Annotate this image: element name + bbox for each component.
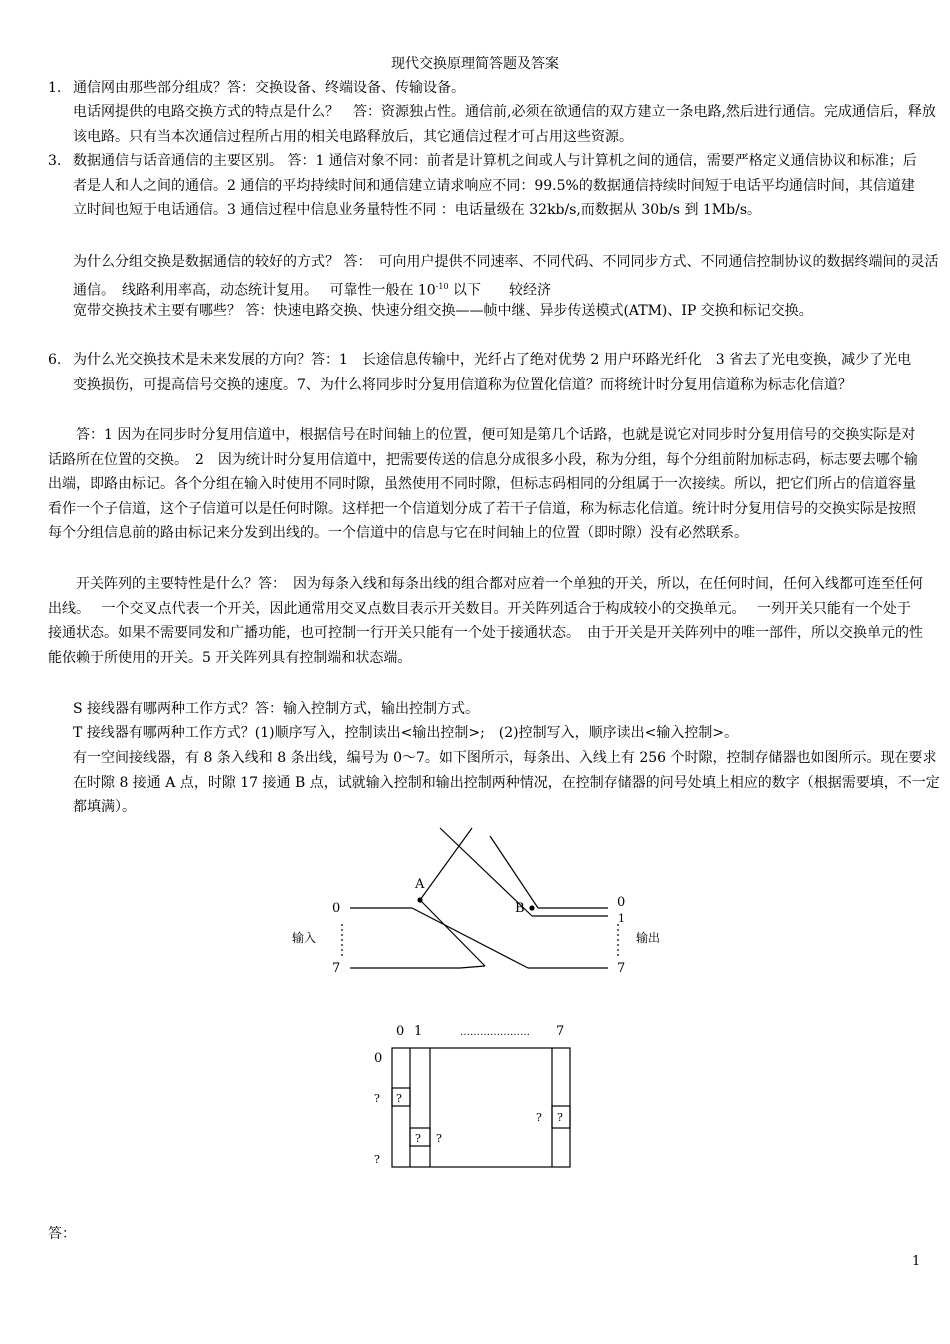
question-mark: ?: [557, 1111, 563, 1124]
page-number: 1: [912, 1254, 921, 1269]
question-number: 1.: [48, 80, 62, 96]
row-0-label: 0: [374, 1051, 383, 1066]
question-8: 开关阵列的主要特性是什么？答： 因为每条入线和每条出线的组合都对应着一个单独的开关，所以，在任何时间，任何入线都可连至任何出线。 一个交叉点代表一个开关，因此通常用交叉点数目表示开关数目。开关阵列适合于构成较小的交换单元。 一列开关只能有一个处于接通状态。如果不需要同发和广播功能，也可控制一行开关只能有一个处于接通状态。 由于开关是开关阵列中的唯一部件，所以交换单元的性能依赖于所使用的开关。5 开关阵列具有控制端和状态端。: [48, 576, 923, 666]
question-2: 电话网提供的电路交换方式的特点是什么？ 答：资源独占性。通信前,必须在欲通信的双方建立一条电路,然后进行通信。完成通信后，释放该电路。只有当本次通信过程所占用的相关电路释放后，其它通信过程才可占用这些资源。: [73, 104, 936, 145]
output-1-label: 1: [618, 912, 625, 925]
output-7-label: 7: [617, 961, 626, 976]
question-4: [48, 250, 949, 303]
label-point-a: A: [415, 877, 425, 892]
question-5: 宽带交换技术主要有哪些？ 答：快速电路交换、快速分组交换——帧中继、异步传送模式(ATM)、IP 交换和标记交换。: [73, 303, 813, 319]
exponent: -10: [435, 281, 449, 291]
input-0-label: 0: [332, 901, 341, 916]
question-3: [48, 149, 924, 223]
output-0-label: 0: [617, 895, 626, 910]
column-0-label: 0: [396, 1024, 405, 1039]
question-10: T 接线器有哪两种工作方式？(1)顺序写入，控制读出<输出控制>; (2)控制写入，顺序读出<输入控制>。: [73, 725, 739, 741]
column-7-label: 7: [556, 1024, 565, 1039]
answer-7: 答：1 因为在同步时分复用信道中，根据信号在时间轴上的位置，便可知是第几个话路，也就是说它对同步时分复用信号的交换实际是对话路所在位置的交换。 2 因为统计时分复用信道中，把需要传送的信息分成很多小段，称为分组，每个分组前附加标志码，标志要去哪个输出端，即路由标记。各个分组在输入时使用不同时隙，虽然使用不同时隙，但标志码相同的分组属于一次接续。所以，把它们所占的信道容量看作一个子信道，这个子信道可以是任何时隙。这样把一个信道划分成了若干子信道，称为标志化信道。统计时分复用信号的交换实际是按照每个分组信息前的路由标记来分发到出线的。一个信道中的信息与它在时间轴上的位置（即时隙）没有必然联系。: [48, 427, 918, 541]
question-mark: ?: [396, 1092, 402, 1105]
question-11: 有一空间接线器，有 8 条入线和 8 条出线，编号为 0～7。如下图所示，每条出、入线上有 256 个时隙，控制存储器也如图所示。现在要求在时隙 8 接通 A 点，时隙 17 接通 B 点，试就输入控制和输出控制两种情况，在控制存储器的问号处填上相应的数字（根据需要填，不一定都填满）。: [73, 750, 940, 815]
question-6: [48, 348, 924, 397]
crossbar-line-a: [420, 828, 472, 900]
answer-label: 答：: [48, 1226, 76, 1242]
question-text: 数据通信与话音通信的主要区别。 答：1 通信对象不同：前者是计算机之间或人与计算机之间的通信，需要严格定义通信协议和标准；后者是人和人之间的通信。2 通信的平均持续时间和通信建立请求响应不同：99.5%的数据通信持续时间短于电话平均通信时间，其信道建立时间也短于电话通信。3 通信过程中信息业务量特性不同 ：电话量级在 32kb/s,而数据从 30b/s 到 1Mb/s。: [73, 153, 917, 218]
question-text: 通信网由那些部分组成？答：交换设备、终端设备、传输设备。: [73, 80, 465, 96]
question-text-tail: 以下 较经济: [448, 282, 552, 299]
column-ellipsis: …………………: [460, 1027, 530, 1038]
input-line-0-diagonal: [412, 908, 528, 968]
crossbar-line-e: [460, 966, 485, 968]
page-title: 现代交换原理简答题及答案: [391, 56, 559, 72]
column-1-label: 1: [414, 1024, 423, 1039]
question-number: 3.: [48, 153, 62, 169]
crosspoint-a: [417, 897, 422, 902]
question-text: 为什么光交换技术是未来发展的方向？答：1 长途信息传输中，光纤占了绝对优势 2 用户环路光纤化 3 省去了光电变换，减少了光电变换损伤，可提高信号交换的速度。7、为什么将同步时分复用信道称为位置化信道？而将统计时分复用信道称为标志化信道？: [73, 352, 912, 393]
question-mark: ?: [536, 1111, 542, 1124]
input-label: 输入: [292, 931, 317, 945]
question-text: 为什么分组交换是数据通信的较好的方式？ 答： 可向用户提供不同速率、不同代码、不同同步方式、不同通信控制协议的数据终端间的灵活通信。 线路利用率高，动态统计复用。 可靠性一般在 10: [73, 254, 939, 299]
question-1: [48, 76, 924, 101]
switch-diagram: [280, 820, 680, 990]
crosspoint-b: [529, 905, 534, 910]
memory-outline: [392, 1048, 570, 1167]
label-point-b: B: [515, 901, 525, 916]
output-label: 输出: [636, 931, 661, 945]
question-9: S 接线器有哪两种工作方式？答：输入控制方式，输出控制方式。: [73, 701, 480, 717]
question-mark: ?: [415, 1132, 421, 1145]
control-memory-diagram: [360, 1020, 590, 1175]
question-mark: ?: [374, 1092, 380, 1105]
input-7-label: 7: [332, 961, 341, 976]
question-number: 6.: [48, 352, 62, 368]
crossbar-line-b: [420, 900, 485, 966]
crossbar-line-d: [490, 836, 538, 908]
question-mark: ?: [374, 1153, 380, 1166]
question-mark: ?: [436, 1132, 442, 1145]
